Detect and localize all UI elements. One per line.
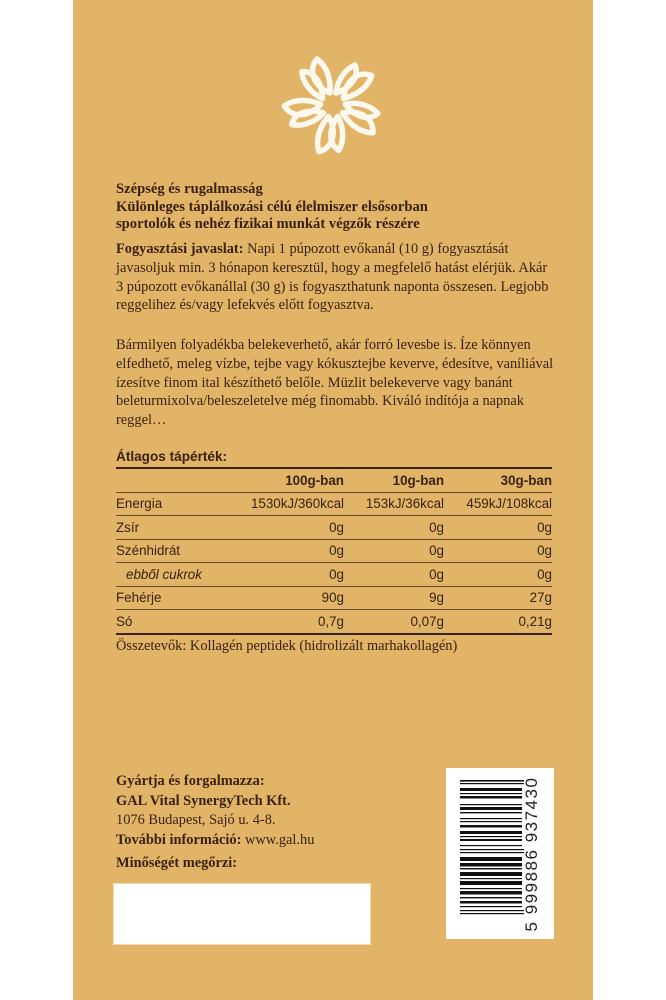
header-empty [116, 469, 236, 492]
nutrition-header-row [116, 469, 552, 492]
info-label: További információ: [116, 831, 242, 848]
value-100g: 0,7g [236, 610, 344, 634]
header-10g: 10g-ban [344, 469, 444, 492]
value-100g: 0g [236, 539, 344, 563]
value-30g: 0g [444, 516, 552, 540]
value-10g: 0g [344, 563, 444, 587]
manufacturer-address: 1076 Budapest, Sajó u. 4-8. [116, 812, 276, 828]
value-10g: 153kJ/36kcal [344, 492, 444, 516]
manufacturer-block [116, 772, 416, 850]
value-100g: 0g [236, 516, 344, 540]
row-label: Zsír [116, 516, 236, 540]
table-row [116, 586, 552, 610]
value-30g: 0g [444, 563, 552, 587]
row-label: Szénhidrát [116, 539, 236, 563]
barcode [446, 768, 554, 939]
header-100g: 100g-ban [236, 469, 344, 492]
value-10g: 0g [344, 516, 444, 540]
row-label: Energia [116, 492, 236, 516]
nutrition-table [116, 469, 552, 635]
table-row [116, 516, 552, 540]
barcode-number: 5 999886 937430 [522, 776, 541, 932]
flower-logo-icon [281, 53, 385, 157]
manufacturer-label: Gyártja és forgalmazza: [116, 773, 265, 789]
website-link: www.gal.hu [241, 831, 315, 848]
heading-subtitle-2: sportolók és nehéz fizikai munkát végzők részére [116, 216, 420, 232]
value-10g: 9g [344, 586, 444, 610]
row-label: ebből cukrok [116, 563, 236, 587]
header-30g: 30g-ban [444, 469, 552, 492]
manufacturer-company: GAL Vital SynergyTech Kft. [116, 792, 291, 809]
description-paragraph: Bármilyen folyadékba belekeverhető, akár forró levesbe is. Íze könnyen elfedhető, meleg vízbe, tejbe vagy kókusztejbe keverve, édesítve, vaníliával ízesítve finom ital készíthető belőle. Müzlit belekeverve vagy banánt beleturmixolva/beleszeletelve még finomabb. Kiváló indítója a napnak reggel… [116, 337, 554, 429]
value-10g: 0g [344, 539, 444, 563]
value-30g: 0g [444, 539, 552, 563]
heading-subtitle-1: Különleges táplálkozási célú élelmiszer elsősorban [116, 198, 428, 215]
nutrition-table-section [116, 449, 552, 635]
row-label: Fehérje [116, 586, 236, 610]
barcode-bars-icon [460, 780, 530, 930]
usage-text: Napi 1 púpozott evőkanál (10 g) fogyasztását javasoljuk min. 3 hónapon keresztül, hogy a megfelelő hatást elérjük. Akár 3 púpozott evőkanállal (30 g) is fogyaszthatunk naponta összesen. Legjobb reggelihez és/vagy lefekvés előtt fogyasztva. [116, 241, 549, 314]
product-heading [116, 181, 556, 234]
heading-title: Szépség és rugalmasság [116, 181, 263, 197]
usage-paragraph [116, 240, 556, 315]
ingredients-text: Összetevők: Kollagén peptidek (hidrolizált marhakollagén) [116, 638, 458, 654]
row-label: Só [116, 610, 236, 634]
best-before-label: Minőségét megőrzi: [116, 855, 238, 871]
value-30g: 27g [444, 586, 552, 610]
best-before-date-box [113, 883, 371, 945]
table-row [116, 539, 552, 563]
product-label-panel [73, 0, 593, 1000]
value-30g: 459kJ/108kcal [444, 492, 552, 516]
value-100g: 0g [236, 563, 344, 587]
value-100g: 90g [236, 586, 344, 610]
table-row [116, 563, 552, 587]
value-30g: 0,21g [444, 610, 552, 634]
nutrition-title: Átlagos tápérték: [116, 449, 552, 469]
value-100g: 1530kJ/360kcal [236, 492, 344, 516]
table-row [116, 610, 552, 634]
usage-label: Fogyasztási javaslat: [116, 241, 244, 257]
table-row [116, 492, 552, 516]
value-10g: 0,07g [344, 610, 444, 634]
